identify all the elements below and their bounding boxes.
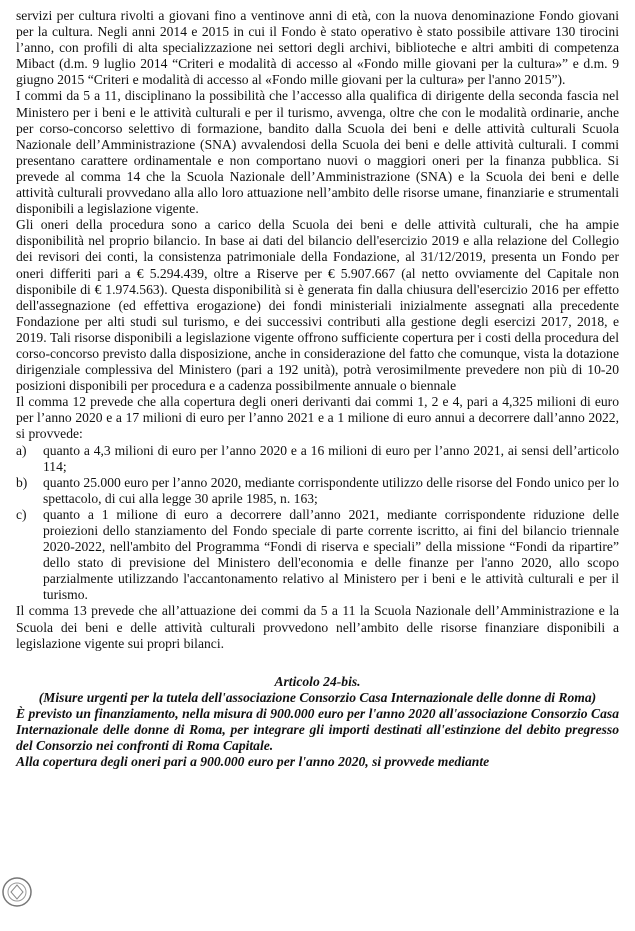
- list-marker: a): [16, 442, 27, 458]
- article-paragraph: Alla copertura degli oneri pari a 900.000 euro per l'anno 2020, si provvede mediante: [16, 754, 490, 770]
- closing-paragraph: Il comma 13 prevede che all’attuazione dei commi da 5 a 11 la Scuola Nazionale dell’Amministrazione e la Scuola dei beni e delle attività culturali provvedono nell’ambito delle risorse finanziare disponibili a legislazione vigente sui propri bilanci.: [16, 603, 619, 651]
- article-subtitle: (Misure urgenti per la tutela dell'associazione Consorzio Casa Internazionale delle donne di Roma): [38, 689, 597, 705]
- list-item: [16, 475, 619, 507]
- article-paragraph: È previsto un finanziamento, nella misura di 900.000 euro per l'anno 2020 all'associazione Consorzio Casa Internazionale delle donne di Roma, per integrare gli importi destinati all'estinzione del debito pregresso del Consorzio nei confronti di Roma Capitale.: [16, 705, 619, 754]
- list-item: [16, 443, 619, 475]
- coverage-list: [16, 443, 619, 604]
- paragraph: Il comma 12 prevede che alla copertura degli oneri derivanti dai commi 1, 2 e 4, pari a 4,325 milioni di euro per l’anno 2020 e a 17 milioni di euro per l’anno 2021 e a 1 milione di euro annui a decorrere dall’anno 2022, si provvede:: [16, 394, 619, 442]
- article-title: Articolo 24-bis.: [274, 673, 361, 689]
- list-marker: b): [16, 474, 28, 490]
- list-item-text: quanto a 1 milione di euro a decorrere dall’anno 2021, mediante corrispondente riduzione delle proiezioni dello stanziamento del Fondo speciale di parte corrente iscritto, ai fini del bilancio triennale 2020-2022, nell'ambito del Programma “Fondi di riserva e speciali” della missione “Fondi da ripartire” dello stato di previsione del Ministero dell'economia e delle finanze per l'anno 2020, allo scopo parzialmente utilizzando l'accantonamento relativo al Ministero per i beni e le attività culturali e per il turismo.: [43, 506, 619, 603]
- list-item-text: quanto 25.000 euro per l’anno 2020, mediante corrispondente utilizzo delle risorse del Fondo unico per lo spettacolo, di cui alla legge 30 aprile 1985, n. 163;: [43, 474, 619, 506]
- stamp-seal-icon: [0, 872, 34, 912]
- document-body: [16, 8, 619, 770]
- article-section: [16, 674, 619, 771]
- paragraph: servizi per cultura rivolti a giovani fino a ventinove anni di età, con la nuova denominazione Fondo giovani per la cultura. Negli anni 2014 e 2015 in cui il Fondo è stato operativo è stato possibile attivare 130 tirocini l’anno, con profili di alta specializzazione nei settori degli archivi, biblioteche e altri ambiti di competenza Mibact (d.m. 9 luglio 2014 “Criteri e modalità di accesso al «Fondo mille giovani per la cultura»” e d.m. 9 giugno 2015 “Criteri e modalità di accesso al «Fondo mille giovani per la cultura» per l'anno 2015”).: [16, 8, 619, 88]
- list-item-text: quanto a 4,3 milioni di euro per l’anno 2020 e a 16 milioni di euro per l’anno 2021, ai sensi dell’articolo 114;: [43, 442, 619, 474]
- list-marker: c): [16, 506, 27, 522]
- list-item: [16, 507, 619, 604]
- paragraph: Gli oneri della procedura sono a carico della Scuola dei beni e delle attività culturali, che ha ampie disponibilità nel proprio bilancio. In base ai dati del bilancio dell'esercizio 2019 e alla relazione del Collegio dei revisori dei conti, la consistenza patrimoniale della Fondazione, al 31/12/2019, presenta un Fondo per oneri differiti pari a € 5.294.439, oltre a Riserve per € 5.907.667 (al netto ovviamente del Capitale non disponibile di € 1.974.563). Questa disponibilità si è generata fin dalla chiusura dell'esercizio 2016 per effetto dell'assegnazione (ed effettiva erogazione) dei fondi ministeriali inizialmente assegnati alla precedente Fondazione per alti studi sul turismo, e dei successivi contributi alla gestione degli esercizi 2017, 2018, e 2019. Tali risorse disponibili a legislazione vigente offrono sufficiente copertura per i costi della procedura del corso-concorso previsto dalla disposizione, anche in considerazione del fatto che comunque, vista la dotazione dirigenziale complessiva del Ministero (pari a 192 unità), potrà verosimilmente prevedere non più di 10-20 posizioni disponibili per procedura e a cadenza possibilmente annuale o biennale: [16, 217, 619, 394]
- paragraph: I commi da 5 a 11, disciplinano la possibilità che l’accesso alla qualifica di dirigente della seconda fascia nel Ministero per i beni e le attività culturali e per il turismo, avvenga, oltre che con le modalità ordinarie, anche per corso-concorso selettivo di formazione, bandito dalla Scuola dei beni e delle attività culturali Scuola Nazionale dell’Amministrazione (SNA) avvalendosi della Scuola dei beni e delle attività culturali. I commi presentano carattere ordinamentale e non comportano nuovi o maggiori oneri per la finanza pubblica. Si prevede al comma 14 che la Scuola Nazionale dell’Amministrazione (SNA) e la Scuola dei beni e delle attività culturali provvedano alla allo loro attuazione nell’ambito delle risorse umane, finanziarie e strumentali disponibili a legislazione vigente.: [16, 88, 619, 217]
